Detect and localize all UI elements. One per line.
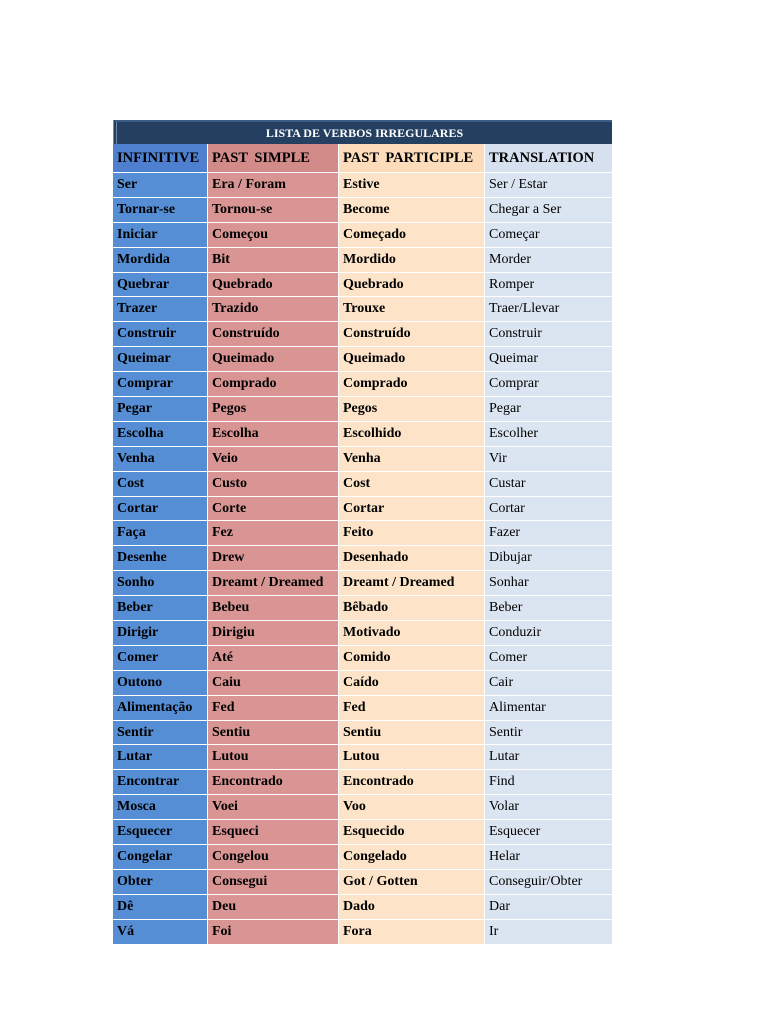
infinitive-cell: Mordida [113, 248, 208, 273]
header-row [113, 144, 612, 173]
translation-cell: Helar [485, 845, 612, 870]
translation-cell: Ser / Estar [485, 173, 612, 198]
past-participle-cell: Quebrado [339, 273, 485, 298]
infinitive-cell: Faça [113, 521, 208, 546]
translation-cell: Vir [485, 447, 612, 472]
infinitive-cell: Alimentação [113, 696, 208, 721]
table-row [113, 870, 612, 895]
infinitive-cell: Lutar [113, 745, 208, 770]
past-simple-cell: Lutou [208, 745, 339, 770]
infinitive-cell: Sonho [113, 571, 208, 596]
past-simple-cell: Voei [208, 795, 339, 820]
infinitive-cell: Quebrar [113, 273, 208, 298]
past-simple-cell: Era / Foram [208, 173, 339, 198]
translation-cell: Cortar [485, 497, 612, 522]
past-simple-cell: Quebrado [208, 273, 339, 298]
translation-cell: Sentir [485, 721, 612, 746]
past-simple-cell: Até [208, 646, 339, 671]
infinitive-cell: Sentir [113, 721, 208, 746]
table-row [113, 447, 612, 472]
table-row [113, 422, 612, 447]
header-past-simple: PAST SIMPLE [208, 144, 339, 173]
past-participle-cell: Lutou [339, 745, 485, 770]
past-simple-cell: Fed [208, 696, 339, 721]
infinitive-cell: Iniciar [113, 223, 208, 248]
translation-cell: Sonhar [485, 571, 612, 596]
table-title: LISTA DE VERBOS IRREGULARES [113, 120, 612, 144]
table-row [113, 273, 612, 298]
infinitive-cell: Escolha [113, 422, 208, 447]
translation-cell: Alimentar [485, 696, 612, 721]
infinitive-cell: Desenhe [113, 546, 208, 571]
table-row [113, 223, 612, 248]
infinitive-cell: Construir [113, 322, 208, 347]
table-row [113, 696, 612, 721]
past-participle-cell: Construído [339, 322, 485, 347]
past-participle-cell: Fed [339, 696, 485, 721]
past-simple-cell: Trazido [208, 297, 339, 322]
infinitive-cell: Dirigir [113, 621, 208, 646]
translation-cell: Morder [485, 248, 612, 273]
infinitive-cell: Dê [113, 895, 208, 920]
past-simple-cell: Tornou-se [208, 198, 339, 223]
table-row [113, 646, 612, 671]
past-simple-cell: Veio [208, 447, 339, 472]
infinitive-cell: Pegar [113, 397, 208, 422]
infinitive-cell: Mosca [113, 795, 208, 820]
infinitive-cell: Vá [113, 920, 208, 945]
infinitive-cell: Outono [113, 671, 208, 696]
past-participle-cell: Trouxe [339, 297, 485, 322]
past-simple-cell: Dreamt / Dreamed [208, 571, 339, 596]
past-participle-cell: Caído [339, 671, 485, 696]
past-participle-cell: Become [339, 198, 485, 223]
past-participle-cell: Começado [339, 223, 485, 248]
past-simple-cell: Pegos [208, 397, 339, 422]
table-row [113, 795, 612, 820]
translation-cell: Começar [485, 223, 612, 248]
header-translation: TRANSLATION [485, 144, 612, 173]
past-participle-cell: Motivado [339, 621, 485, 646]
infinitive-cell: Cortar [113, 497, 208, 522]
translation-cell: Ir [485, 920, 612, 945]
infinitive-cell: Trazer [113, 297, 208, 322]
table-row [113, 596, 612, 621]
past-participle-cell: Fora [339, 920, 485, 945]
infinitive-cell: Queimar [113, 347, 208, 372]
past-participle-cell: Voo [339, 795, 485, 820]
table-row [113, 297, 612, 322]
table-row [113, 895, 612, 920]
translation-cell: Find [485, 770, 612, 795]
table-row [113, 671, 612, 696]
past-participle-cell: Congelado [339, 845, 485, 870]
translation-cell: Conduzir [485, 621, 612, 646]
past-participle-cell: Escolhido [339, 422, 485, 447]
infinitive-cell: Tornar-se [113, 198, 208, 223]
past-simple-cell: Custo [208, 472, 339, 497]
translation-cell: Pegar [485, 397, 612, 422]
past-simple-cell: Deu [208, 895, 339, 920]
infinitive-cell: Venha [113, 447, 208, 472]
past-simple-cell: Encontrado [208, 770, 339, 795]
past-simple-cell: Fez [208, 521, 339, 546]
table-row [113, 770, 612, 795]
table-row [113, 173, 612, 198]
table-row [113, 372, 612, 397]
past-simple-cell: Construído [208, 322, 339, 347]
past-participle-cell: Mordido [339, 248, 485, 273]
verb-table [113, 120, 612, 945]
past-simple-cell: Drew [208, 546, 339, 571]
past-simple-cell: Comprado [208, 372, 339, 397]
past-simple-cell: Congelou [208, 845, 339, 870]
past-participle-cell: Feito [339, 521, 485, 546]
table-row [113, 198, 612, 223]
table-row [113, 721, 612, 746]
past-simple-cell: Consegui [208, 870, 339, 895]
translation-cell: Escolher [485, 422, 612, 447]
table-row [113, 571, 612, 596]
past-simple-cell: Queimado [208, 347, 339, 372]
infinitive-cell: Encontrar [113, 770, 208, 795]
translation-cell: Romper [485, 273, 612, 298]
table-row [113, 521, 612, 546]
translation-cell: Lutar [485, 745, 612, 770]
infinitive-cell: Esquecer [113, 820, 208, 845]
table-row [113, 397, 612, 422]
translation-cell: Fazer [485, 521, 612, 546]
past-participle-cell: Dado [339, 895, 485, 920]
translation-cell: Custar [485, 472, 612, 497]
table-row [113, 745, 612, 770]
infinitive-cell: Beber [113, 596, 208, 621]
past-participle-cell: Encontrado [339, 770, 485, 795]
past-participle-cell: Dreamt / Dreamed [339, 571, 485, 596]
infinitive-cell: Comer [113, 646, 208, 671]
translation-cell: Cair [485, 671, 612, 696]
table-body [113, 173, 612, 945]
past-simple-cell: Esqueci [208, 820, 339, 845]
translation-cell: Comprar [485, 372, 612, 397]
translation-cell: Conseguir/Obter [485, 870, 612, 895]
translation-cell: Traer/Llevar [485, 297, 612, 322]
table-row [113, 248, 612, 273]
past-participle-cell: Cortar [339, 497, 485, 522]
past-participle-cell: Esquecido [339, 820, 485, 845]
table-row [113, 920, 612, 945]
past-participle-cell: Venha [339, 447, 485, 472]
past-participle-cell: Got / Gotten [339, 870, 485, 895]
past-simple-cell: Corte [208, 497, 339, 522]
past-participle-cell: Comido [339, 646, 485, 671]
past-participle-cell: Comprado [339, 372, 485, 397]
infinitive-cell: Congelar [113, 845, 208, 870]
table-row [113, 347, 612, 372]
table-row [113, 621, 612, 646]
past-simple-cell: Foi [208, 920, 339, 945]
past-simple-cell: Caiu [208, 671, 339, 696]
translation-cell: Esquecer [485, 820, 612, 845]
past-participle-cell: Estive [339, 173, 485, 198]
past-participle-cell: Sentiu [339, 721, 485, 746]
translation-cell: Chegar a Ser [485, 198, 612, 223]
past-participle-cell: Pegos [339, 397, 485, 422]
translation-cell: Queimar [485, 347, 612, 372]
past-simple-cell: Bit [208, 248, 339, 273]
table-row [113, 497, 612, 522]
header-infinitive: INFINITIVE [113, 144, 208, 173]
table-row [113, 546, 612, 571]
translation-cell: Dibujar [485, 546, 612, 571]
infinitive-cell: Obter [113, 870, 208, 895]
header-past-participle: PAST PARTICIPLE [339, 144, 485, 173]
past-simple-cell: Começou [208, 223, 339, 248]
translation-cell: Beber [485, 596, 612, 621]
past-participle-cell: Cost [339, 472, 485, 497]
past-simple-cell: Escolha [208, 422, 339, 447]
past-simple-cell: Bebeu [208, 596, 339, 621]
past-simple-cell: Dirigiu [208, 621, 339, 646]
table-row [113, 322, 612, 347]
translation-cell: Construir [485, 322, 612, 347]
past-participle-cell: Queimado [339, 347, 485, 372]
past-participle-cell: Desenhado [339, 546, 485, 571]
past-participle-cell: Bêbado [339, 596, 485, 621]
translation-cell: Dar [485, 895, 612, 920]
table-row [113, 472, 612, 497]
translation-cell: Comer [485, 646, 612, 671]
past-simple-cell: Sentiu [208, 721, 339, 746]
table-row [113, 820, 612, 845]
infinitive-cell: Cost [113, 472, 208, 497]
infinitive-cell: Comprar [113, 372, 208, 397]
infinitive-cell: Ser [113, 173, 208, 198]
translation-cell: Volar [485, 795, 612, 820]
table-row [113, 845, 612, 870]
